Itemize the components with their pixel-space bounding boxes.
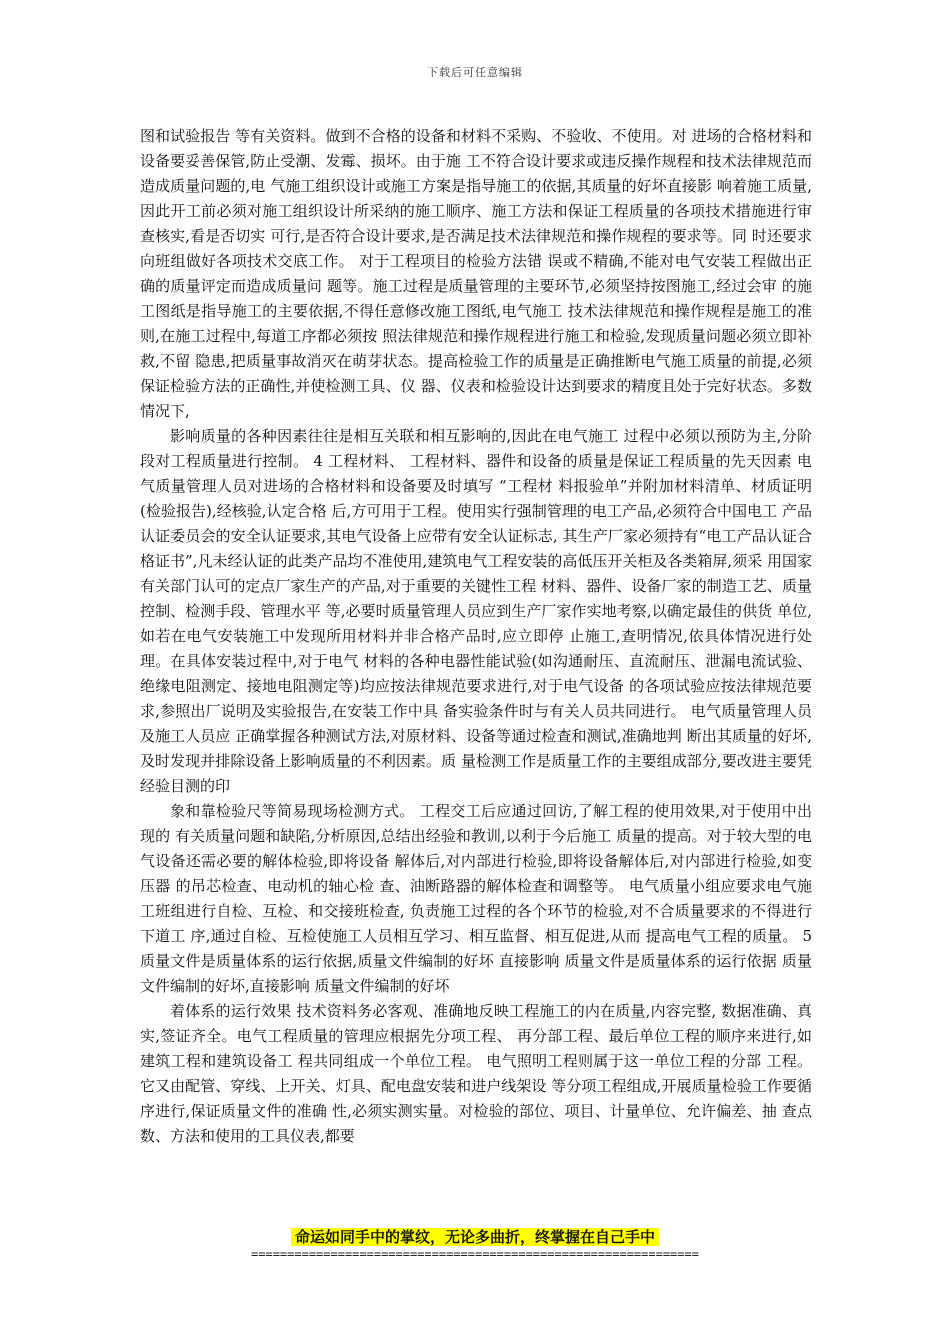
paragraph: 影响质量的各种因素往往是相互关联和相互影响的,因此在电气施工 过程中必须以预防为主,分阶段对工程质量进行控制。 4 工程材料、 工程材料、器件和设备的质量是保证工程质量的先天因素 电气质量管理人员对进场的合格材料和设备要及时填写 “工程材 料报验单”并附加材料清单、材质证明(检验报告),经核验,认定合格 后,方可用于工程。使用实行强制管理的电工产品,必须符合中国电工 产品认证委员会的安全认证要求,其电气设备上应带有安全认证标志, 其生产厂家必须持有“电工产品认证合格证书”,凡未经认证的此类产品均不准使用,建筑电气工程安装的高低压开关柜及各类箱屏,须采 用国家有关部门认可的定点厂家生产的产品,对于重要的关键性工程 材料、器件、设备厂家的制造工艺、质量控制、检测手段、管理水平 等,必要时质量管理人员应到生产厂家作实地考察,以确定最佳的供货 单位,如若在电气安装施工中发现所用材料并非合格产品时,应立即停 止施工,查明情况,依具体情况进行处理。在具体安装过程中,对于电气 材料的各种电器性能试验(如沟通耐压、直流耐压、泄漏电流试验、 绝缘电阻测定、接地电阻测定等)均应按法律规范要求进行,对于电气设备 的各项试验应按法律规范要求,参照出厂说明及实验报告,在安装工作中具 备实验条件时与有关人员共同进行。 电气质量管理人员及施工人员应 正确掌握各种测试方法,对原材料、设备等通过检查和测试,准确地判 断出其质量的好坏,及时发现并排除设备上影响质量的不利因素。质 量检测工作是质量工作的主要组成部分,要改进主要凭经验目测的印 bbox=[140, 427, 812, 795]
paragraph: 着体系的运行效果 技术资料务必客观、准确地反映工程施工的内在质量,内容完整, 数据准确、真实,签证齐全。电气工程质量的管理应根据先分项工程、 再分部工程、最后单位工程的顺序来进行,如建筑工程和建筑设备工 程共同组成一个单位工程。 电气照明工程则属于这一单位工程的分部 工程。它又由配管、穿线、上开关、灯具、配电盘安装和进户线架设 等分项工程组成,开展质量检验工作要循序进行,保证质量文件的准确 性,必须实测实量。对检验的部位、项目、计量单位、允许偏差、抽 查点数、方法和使用的工具仪表,都要 bbox=[140, 1002, 812, 1145]
document-body bbox=[140, 124, 812, 1149]
page-header: 下载后可任意编辑 bbox=[427, 66, 523, 79]
footer-divider: ============================================================== bbox=[251, 1247, 699, 1261]
paragraph: 象和靠检验尺等简易现场检测方式。 工程交工后应通过回访,了解工程的使用效果,对于使用中出现的 有关质量问题和缺陷,分析原因,总结出经验和教训,以利于今后施工 质量的提高。对于较大型的电气设备还需必要的解体检验,即将设备 解体后,对内部进行检验,即将设备解体后,对内部进行检验,如变压器 的吊芯检查、电动机的轴心检 查、油断路器的解体检查和调整等。 电气质量小组应要求电气施工班组进行自检、互检、和交接班检查, 负责施工过程的各个环节的检验,对不合质量要求的不得进行下道工 序,通过自检、互检使施工人员相互学习、相互监督、相互促进,从而 提高电气工程的质量。 5 质量文件是质量体系的运行依据,质量文件编制的好坏 直接影响 质量文件是质量体系的运行依据 质量文件编制的好坏,直接影响 质量文件编制的好坏 bbox=[140, 802, 812, 995]
footer-motto-text: 命运如同手中的掌纹，无论多曲折，终掌握在自己手中 bbox=[291, 1228, 659, 1246]
paragraph: 图和试验报告 等有关资料。做到不合格的设备和材料不采购、不验收、不使用。对 进场的合格材料和设备要妥善保管,防止受潮、发霉、损坏。由于施 工不符合设计要求或违反操作规程和技术法律规范而造成质量问题的,电 气施工组织设计或施工方案是指导施工的依据,其质量的好坏直接影 响着施工质量,因此开工前必须对施工组织设计所采纳的施工顺序、施工方法和保证工程质量的各项技术措施进行审查核实,看是否切实 可行,是否符合设计要求,是否满足技术法律规范和操作规程的要求等。同 时还要求向班组做好各项技术交底工作。 对于工程项目的检验方法错 误或不精确,不能对电气安装工程做出正确的质量评定而造成质量问 题等。施工过程是质量管理的主要环节,必须坚持按图施工,经过会审 的施工图纸是指导施工的主要依据,不得任意修改施工图纸,电气施工 技术法律规范和操作规程是施工的准则,在施工过程中,每道工序都必须按 照法律规范和操作规程进行施工和检验,发现质量问题必须立即补救,不留 隐患,把质量事故消灭在萌芽状态。提高检验工作的质量是正确推断电气施工质量的前提,必须保证检验方法的正确性,并使检测工具、仪 器、仪表和检验设计达到要求的精度且处于完好状态。多数情况下, bbox=[140, 127, 812, 420]
footer-motto bbox=[0, 1227, 950, 1247]
